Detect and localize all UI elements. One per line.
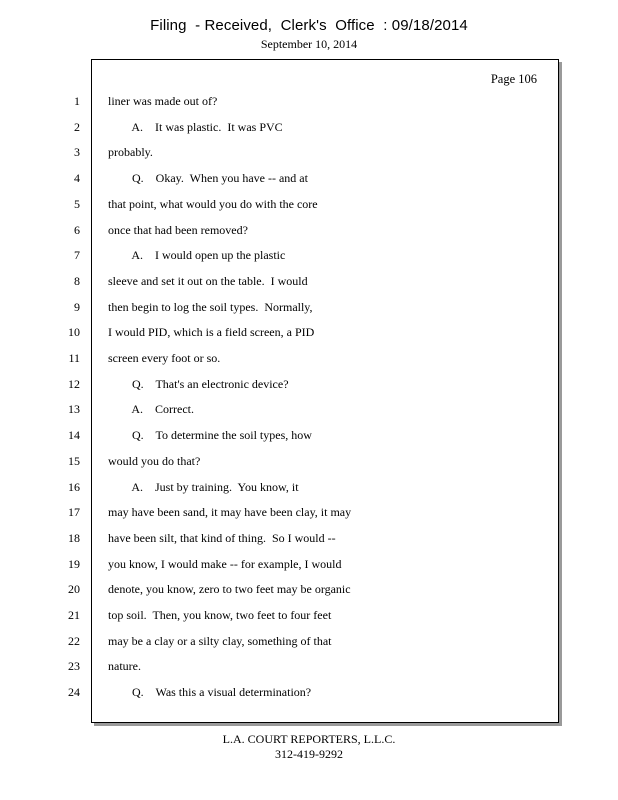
transcript-line: may be a clay or a silty clay, something of that — [108, 633, 332, 648]
line-number: 2 — [74, 119, 80, 134]
line-number: 13 — [68, 402, 80, 417]
transcript-line: may have been sand, it may have been clay, it may — [108, 505, 352, 520]
line-number: 6 — [74, 222, 80, 237]
line-number: 14 — [68, 428, 80, 443]
line-number: 10 — [68, 325, 80, 340]
transcript-line: sleeve and set it out on the table. I would — [108, 273, 308, 288]
line-number: 3 — [74, 145, 80, 160]
transcript-line: Q. That's an electronic device? — [108, 376, 289, 391]
line-number: 21 — [68, 608, 80, 622]
line-number: 7 — [74, 248, 80, 263]
line-number: 9 — [74, 299, 80, 314]
transcript-line: liner was made out of? — [108, 94, 218, 108]
line-number: 1 — [74, 94, 80, 108]
filing-stamp: Filing - Received, Clerk's Office : 09/18/2014 — [150, 17, 468, 34]
transcript-line: I would PID, which is a field screen, a PID — [108, 325, 315, 340]
transcript-line: Q. To determine the soil types, how — [108, 428, 312, 443]
transcript-line: A. It was plastic. It was PVC — [108, 119, 283, 134]
transcript-line: would you do that? — [108, 453, 201, 468]
transcript-line: denote, you know, zero to two feet may be organic — [108, 582, 351, 597]
line-number: 23 — [68, 659, 80, 674]
transcript-line: screen every foot or so. — [108, 351, 221, 365]
line-number: 19 — [68, 556, 80, 571]
transcript-line: A. Just by training. You know, it — [108, 479, 299, 494]
transcript-line: you know, I would make -- for example, I would — [108, 556, 342, 571]
line-number: 16 — [68, 479, 80, 494]
reporter-company: L.A. COURT REPORTERS, L.L.C. — [222, 732, 396, 746]
line-number: 18 — [68, 530, 80, 545]
line-number: 11 — [68, 351, 80, 365]
line-number: 24 — [68, 685, 80, 700]
deposition-date: September 10, 2014 — [260, 37, 358, 51]
transcript-line: A. Correct. — [108, 402, 194, 417]
transcript-line: once that had been removed? — [108, 222, 248, 237]
transcript-line: have been silt, that kind of thing. So I would -- — [108, 530, 336, 545]
transcript-line: Q. Was this a visual determination? — [108, 685, 312, 700]
line-number: 20 — [68, 582, 80, 597]
line-number: 5 — [74, 196, 80, 211]
line-number: 17 — [68, 505, 80, 520]
transcript-line: top soil. Then, you know, two feet to four feet — [108, 608, 332, 622]
transcript-line: that point, what would you do with the core — [108, 196, 318, 211]
line-number: 4 — [74, 171, 80, 186]
line-number: 22 — [68, 633, 80, 648]
line-number: 12 — [68, 376, 80, 391]
transcript-line: then begin to log the soil types. Normally, — [108, 299, 313, 314]
transcript-line: nature. — [108, 659, 141, 674]
transcript-line: A. I would open up the plastic — [108, 248, 286, 263]
line-number: 8 — [74, 273, 80, 288]
reporter-phone: 312-419-9292 — [275, 747, 343, 761]
page-number: Page 106 — [490, 72, 537, 86]
line-number: 15 — [68, 453, 80, 468]
transcript-line: Q. Okay. When you have -- and at — [108, 171, 308, 186]
transcript-line: probably. — [108, 145, 153, 160]
